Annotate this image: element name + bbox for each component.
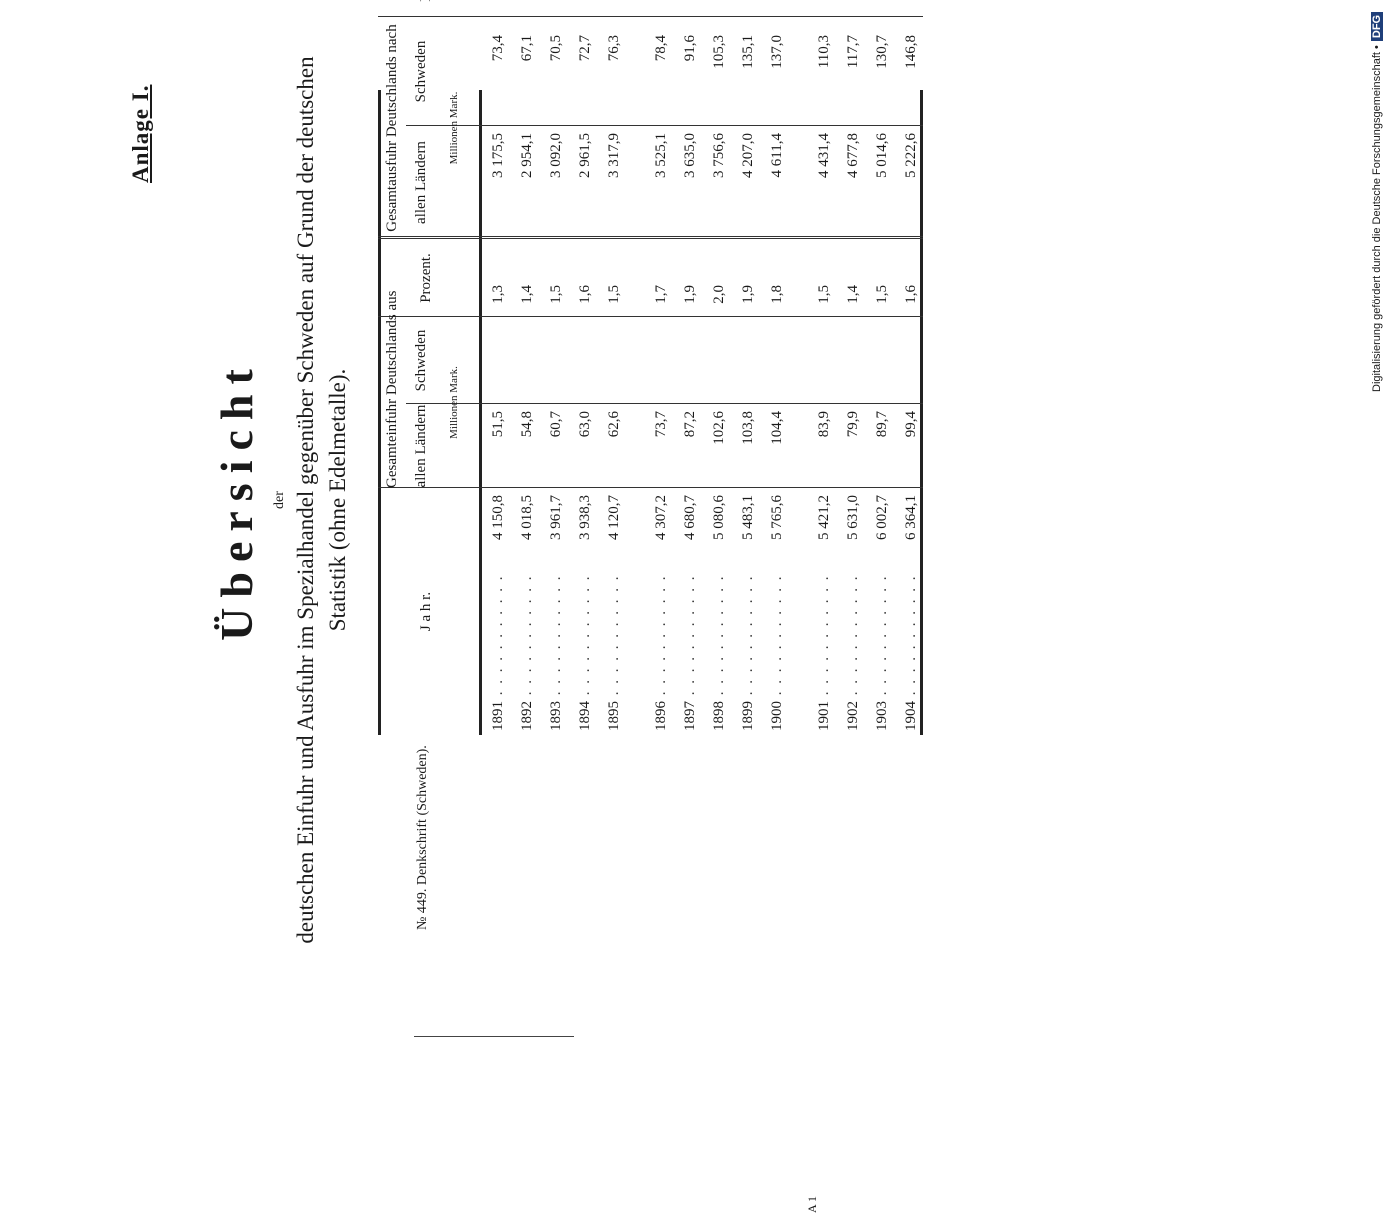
- cell-ein-all: 6 364,1: [903, 495, 919, 540]
- cell-ein-sw: 99,4: [903, 411, 919, 438]
- year-cell: 1898 . . . . . . . . . . .: [711, 574, 727, 731]
- cell-ein-sw: 51,5: [490, 411, 506, 438]
- cell-aus-all: 2 961,5: [577, 133, 593, 178]
- cell-ein-sw: 103,8: [740, 411, 756, 445]
- year-cell: 1897 . . . . . . . . . . .: [682, 574, 698, 731]
- cell-p2: [577, 0, 594, 65]
- col-divider: [406, 125, 923, 126]
- cell-p2: [816, 0, 833, 65]
- cell-aus-all: 4 431,4: [816, 133, 832, 178]
- page-signature: A 1: [805, 1195, 819, 1213]
- cell-p2: [548, 0, 565, 65]
- cell-ein-all: 5 483,1: [740, 495, 756, 540]
- cell-ein-sw: 60,7: [548, 411, 564, 438]
- cell-p2: [769, 0, 786, 65]
- cell-aus-sw: 67,1: [519, 35, 535, 62]
- cell-ein-all: 5 080,6: [711, 495, 727, 540]
- cell-p2: [845, 0, 862, 65]
- year-label: 1899: [740, 701, 756, 731]
- year-cell: 1893 . . . . . . . . . . .: [548, 574, 564, 731]
- table-bottom-rule: [920, 90, 923, 735]
- cell-aus-sw: 137,0: [769, 35, 785, 69]
- cell-p1: 2,0: [711, 285, 727, 304]
- cell-ein-all: 4 307,2: [653, 495, 669, 540]
- cell-ein-sw: 73,7: [653, 411, 669, 438]
- header-einfuhr-allen: allen Ländern: [413, 404, 429, 488]
- year-label: 1894: [577, 701, 593, 731]
- header-jahr: J a h r.: [418, 591, 434, 632]
- year-cell: 1903 . . . . . . . . . . .: [874, 574, 890, 731]
- cell-aus-sw: 146,8: [903, 35, 919, 69]
- cell-aus-all: 3 635,0: [682, 133, 698, 178]
- year-label: 1902: [845, 701, 861, 731]
- cell-aus-sw: 110,3: [816, 35, 832, 69]
- year-cell: 1895 . . . . . . . . . . .: [606, 574, 622, 731]
- cell-aus-sw: 70,5: [548, 35, 564, 62]
- year-cell: 1900 . . . . . . . . . . .: [769, 574, 785, 731]
- cell-aus-all: 3 175,5: [490, 133, 506, 178]
- cell-p1: 1,9: [682, 285, 698, 304]
- year-label: 1903: [874, 701, 890, 731]
- year-cell: 1904 . . . . . . . . . . .: [903, 574, 919, 731]
- header-ausfuhr-group: Gesamtausfuhr Deutschlands nach: [384, 24, 400, 232]
- year-cell: 1902 . . . . . . . . . . .: [845, 574, 861, 731]
- year-label: 1893: [548, 701, 564, 731]
- cell-ein-all: 4 120,7: [606, 495, 622, 540]
- footer-reference: № 449. Denkschrift (Schweden).: [415, 745, 430, 930]
- subtitle-line-2: Statistik (ohne Edelmetalle).: [325, 368, 350, 632]
- cell-ein-all: 3 961,7: [548, 495, 564, 540]
- cell-aus-all: 5 222,6: [903, 133, 919, 178]
- cell-aus-all: 4 611,4: [769, 133, 785, 178]
- cell-p1: 1,5: [548, 285, 564, 304]
- cell-aus-all: 3 525,1: [653, 133, 669, 178]
- cell-ein-sw: 87,2: [682, 411, 698, 438]
- cell-p1: 1,3: [490, 285, 506, 304]
- header-prozent-1: Prozent.: [418, 253, 434, 303]
- page-title: Übersicht: [211, 359, 262, 641]
- cell-aus-sw: 130,7: [874, 35, 890, 69]
- cell-ein-sw: 63,0: [577, 411, 593, 438]
- cell-aus-sw: 91,6: [682, 35, 698, 62]
- year-label: 1904: [903, 701, 919, 731]
- year-cell: 1896 . . . . . . . . . . .: [653, 574, 669, 731]
- cell-p1: 1,4: [519, 285, 535, 304]
- header-ausfuhr-unit: Millionen Mark.: [448, 91, 460, 165]
- cell-ein-all: 4 680,7: [682, 495, 698, 540]
- cell-p2: [903, 0, 920, 65]
- col-divider: [406, 403, 923, 404]
- cell-aus-sw: 76,3: [606, 35, 622, 62]
- cell-aus-sw: 135,1: [740, 35, 756, 69]
- cell-ein-all: 5 421,2: [816, 495, 832, 540]
- year-cell: 1894 . . . . . . . . . . .: [577, 574, 593, 731]
- cell-aus-all: 3 756,6: [711, 133, 727, 178]
- year-cell: 1892 . . . . . . . . . . .: [519, 574, 535, 731]
- cell-ein-all: 5 631,0: [845, 495, 861, 540]
- cell-p1: 1,5: [606, 285, 622, 304]
- dfg-logo: DFG: [1371, 12, 1383, 41]
- cell-ein-sw: 102,6: [711, 411, 727, 445]
- cell-ein-sw: 79,9: [845, 411, 861, 438]
- cell-aus-all: 2 954,1: [519, 133, 535, 178]
- cell-ein-all: 3 938,3: [577, 495, 593, 540]
- cell-aus-sw: 117,7: [845, 35, 861, 69]
- year-label: 1898: [711, 701, 727, 731]
- year-cell: 1891 . . . . . . . . . . .: [490, 574, 506, 731]
- cell-ein-all: 6 002,7: [874, 495, 890, 540]
- subtitle-line-1: deutschen Einfuhr und Ausfuhr im Spezialhandel gegenüber Schweden auf Grund der deutschen: [293, 56, 318, 944]
- year-label: 1901: [816, 701, 832, 731]
- cell-aus-all: 3 092,0: [548, 133, 564, 178]
- trade-table: [378, 24, 923, 735]
- cell-p1: 1,5: [816, 285, 832, 304]
- appendix-label: Anlage I.: [128, 84, 153, 183]
- cell-p1: 1,6: [903, 285, 919, 304]
- cell-p2: [874, 0, 891, 65]
- year-label: 1900: [769, 701, 785, 731]
- year-label: 1891: [490, 701, 506, 731]
- cell-p2: [711, 0, 728, 65]
- header-ausfuhr-allen: allen Ländern: [413, 141, 429, 224]
- title-connector: der: [272, 491, 287, 509]
- cell-p1: 1,7: [653, 285, 669, 304]
- year-cell: 1899 . . . . . . . . . . .: [740, 574, 756, 731]
- cell-ein-sw: 89,7: [874, 411, 890, 438]
- year-label: 1895: [606, 701, 622, 731]
- year-label: 1896: [653, 701, 669, 731]
- cell-ein-all: 4 018,5: [519, 495, 535, 540]
- cell-ein-sw: 104,4: [769, 411, 785, 445]
- cell-aus-all: 4 207,0: [740, 133, 756, 178]
- year-label: 1897: [682, 701, 698, 731]
- year-cell: 1901 . . . . . . . . . . .: [816, 574, 832, 731]
- year-label: 1892: [519, 701, 535, 731]
- cell-aus-sw: 78,4: [653, 35, 669, 62]
- cell-ein-sw: 83,9: [816, 411, 832, 438]
- cell-p1: 1,6: [577, 285, 593, 304]
- dfg-credit-text: Digitalisierung gefördert durch die Deutsche Forschungsgemeinschaft •: [1371, 45, 1383, 392]
- dfg-credit: [1371, 12, 1383, 392]
- cell-aus-all: 5 014,6: [874, 133, 890, 178]
- cell-p2: [682, 0, 699, 65]
- cell-p1: 1,9: [740, 285, 756, 304]
- cell-aus-sw: 72,7: [577, 35, 593, 62]
- divider: [414, 1036, 574, 1037]
- cell-ein-all: 4 150,8: [490, 495, 506, 540]
- cell-ein-sw: 54,8: [519, 411, 535, 438]
- cell-p2: [519, 0, 536, 65]
- table-header-rule: [479, 90, 482, 735]
- cell-p2: [490, 0, 507, 65]
- cell-p1: 1,8: [769, 285, 785, 304]
- cell-p1: 1,4: [845, 285, 861, 304]
- header-ausfuhr-schweden: Schweden: [413, 40, 429, 103]
- header-prozent-2: [418, 0, 435, 17]
- cell-p2: [606, 0, 623, 65]
- cell-aus-sw: 105,3: [711, 35, 727, 69]
- header-einfuhr-unit: Millionen Mark.: [448, 366, 460, 439]
- cell-p2: [653, 0, 670, 65]
- cell-p1: 1,5: [874, 285, 890, 304]
- cell-aus-all: 4 677,8: [845, 133, 861, 178]
- cell-aus-all: 3 317,9: [606, 133, 622, 178]
- header-einfuhr-schweden: Schweden: [413, 329, 429, 392]
- cell-aus-sw: 73,4: [490, 35, 506, 62]
- cell-ein-all: 5 765,6: [769, 495, 785, 540]
- header-einfuhr-group: Gesamteinfuhr Deutschlands aus: [384, 290, 400, 488]
- table-top-rule: [378, 90, 381, 735]
- cell-p2: [740, 0, 757, 65]
- cell-ein-sw: 62,6: [606, 411, 622, 438]
